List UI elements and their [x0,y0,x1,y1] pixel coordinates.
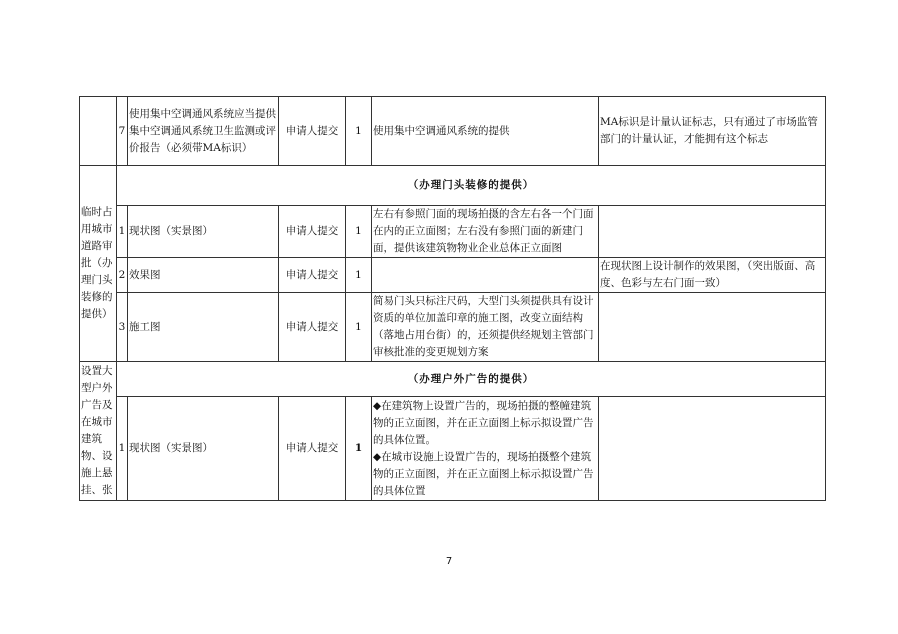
quantity: 1 [346,206,372,258]
row-number: 3 [117,293,128,362]
row-number: 1 [117,397,128,501]
material-name: 现状图（实景图） [128,206,279,258]
category-cell-empty [80,97,117,166]
requirement [372,397,599,501]
submission-method: 申请人提交 [279,97,346,166]
section-title: （办理户外广告的提供） [117,362,826,397]
section-header-row [80,166,826,206]
requirement: 左右有参照门面的现场拍摄的含左右各一个门面在内的正立面图；左右没有参照门面的新建门面，提供该建筑物物业企业总体正立面图 [372,206,599,258]
row-number: 1 [117,206,128,258]
note [599,293,826,362]
table-row [80,206,826,258]
page-number: 7 [445,556,453,567]
submission-method: 申请人提交 [279,293,346,362]
table-row [80,397,826,501]
material-name: 现状图（实景图） [128,397,279,501]
category-label: 临时占用城市道路审批（办理门头装修的提供） [81,206,113,320]
section-title: （办理门头装修的提供） [117,166,826,206]
submission-method: 申请人提交 [279,258,346,293]
requirement: 简易门头只标注尺码，大型门头须提供具有设计资质的单位加盖印章的施工图，改变立面结构（落地占用台街）的，还须提供经规划主管部门审核批准的变更规划方案 [372,293,599,362]
category-label: 设置大型户外广告及在城市建筑物、设施上悬挂、张 [81,365,113,496]
requirement-item: ◆在城市设施上设置广告的，现场拍摄整个建筑物的正立面图，并在正立面图上标示拟设置广告的具体位置 [373,450,594,497]
note [599,397,826,501]
row-number: 2 [117,258,128,293]
row-number: 7 [117,97,128,166]
table-row [80,97,826,166]
category-cell [80,362,117,501]
requirement: 使用集中空调通风系统的提供 [372,97,599,166]
materials-table [79,96,826,501]
table-row [80,293,826,362]
category-cell [80,166,117,362]
note [599,206,826,258]
quantity: 1 [346,258,372,293]
quantity: 1 [346,293,372,362]
note: 在现状图上设计制作的效果图，（突出版面、高度、色彩与左右门面一致） [599,258,826,293]
quantity: 1 [346,97,372,166]
table-row [80,258,826,293]
material-name: 施工图 [128,293,279,362]
note: MA标识是计量认证标志，只有通过了市场监管部门的计量认证，才能拥有这个标志 [599,97,826,166]
requirement [372,258,599,293]
submission-method: 申请人提交 [279,397,346,501]
material-name: 使用集中空调通风系统应当提供集中空调通风系统卫生监测或评价报告（必须带MA标识） [128,97,279,166]
submission-method: 申请人提交 [279,206,346,258]
section-header-row [80,362,826,397]
material-name: 效果图 [128,258,279,293]
requirement-item: ◆在建筑物上设置广告的，现场拍摄的整幢建筑物的正立面图，并在正立面图上标示拟设置广告的具体位置。 [373,399,594,446]
quantity: 1 [346,397,372,501]
